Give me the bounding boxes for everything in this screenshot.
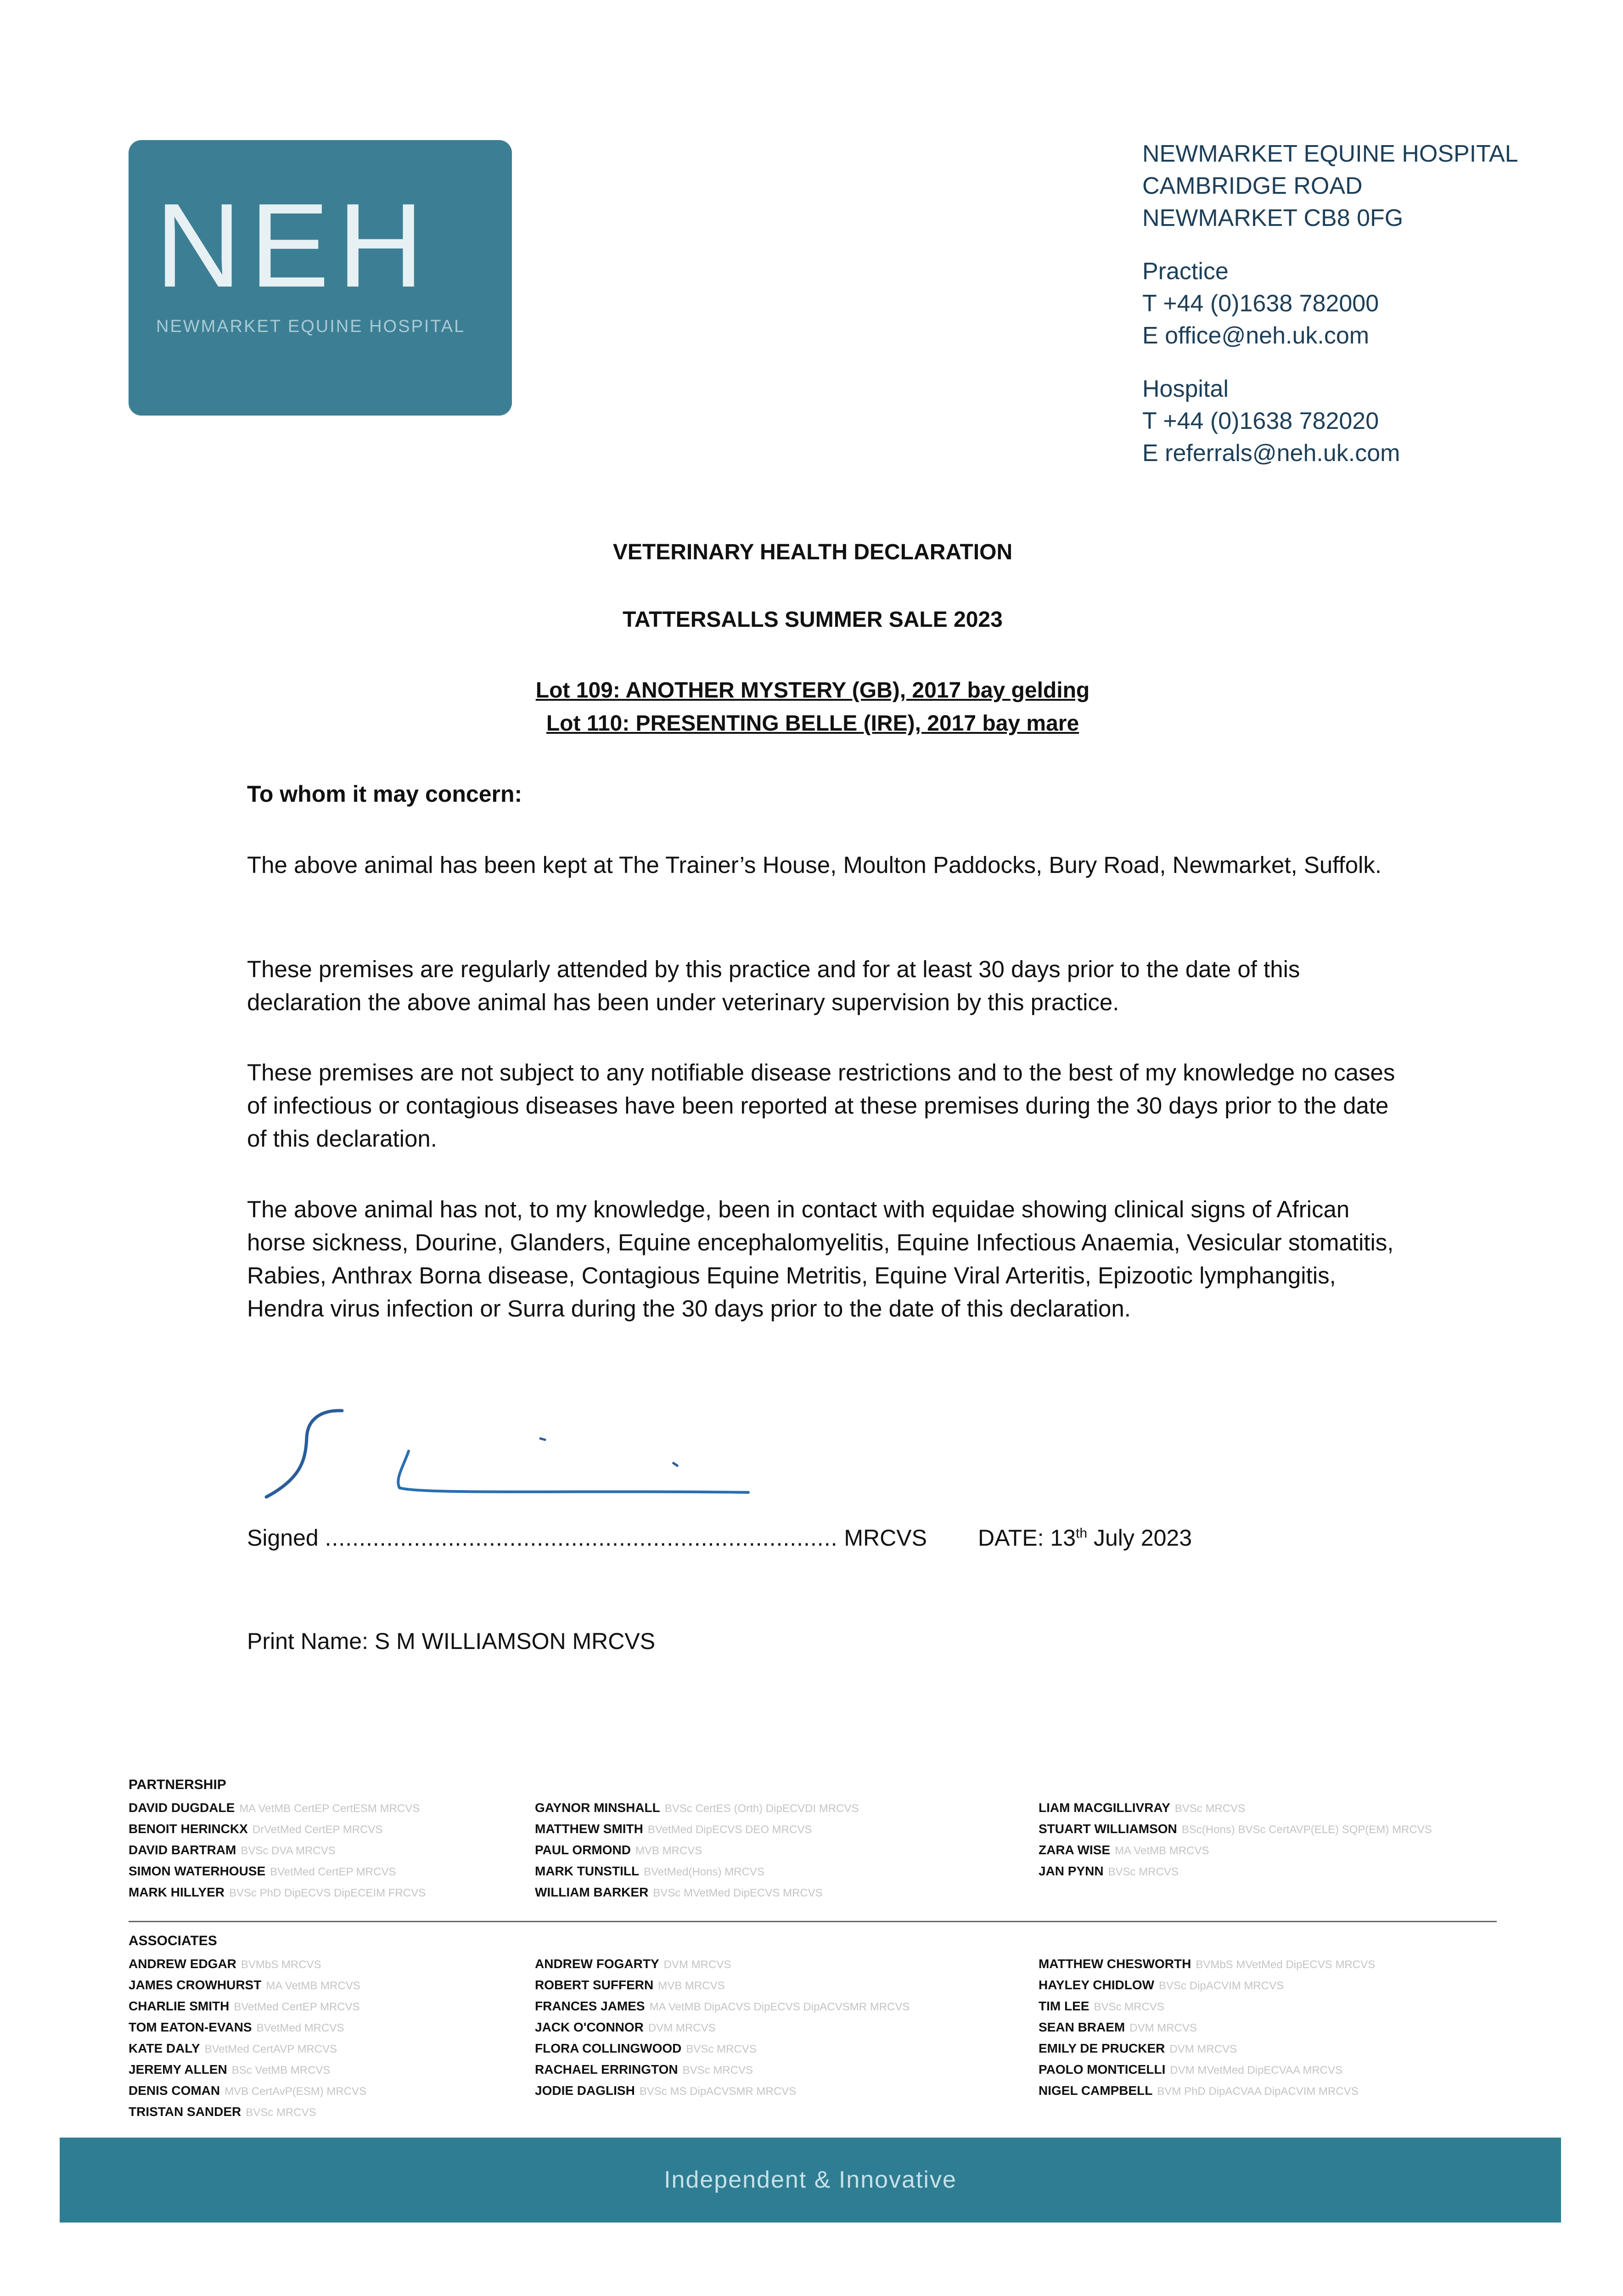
staff-entry <box>1039 1996 1375 2017</box>
lot-line-1: Lot 109: ANOTHER MYSTERY (GB), 2017 bay gelding <box>535 678 1090 703</box>
staff-entry <box>1039 1840 1432 1861</box>
logo-wordmark: NEH <box>155 179 432 312</box>
staff-name: TRISTAN SANDER <box>129 2105 241 2119</box>
document-title: VETERINARY HEALTH DECLARATION <box>612 540 1013 564</box>
staff-name: JAN PYNN <box>1039 1864 1104 1878</box>
staff-name: STUART WILLIAMSON <box>1039 1822 1177 1836</box>
staff-name: LIAM MACGILLIVRAY <box>1039 1801 1170 1815</box>
staff-name: TIM LEE <box>1039 1999 1089 2013</box>
staff-entry <box>535 1819 859 1840</box>
salutation: To whom it may concern: <box>247 781 522 807</box>
staff-name: JODIE DAGLISH <box>535 2083 635 2098</box>
staff-entry <box>535 2081 910 2102</box>
staff-qualifications: BVSc MRCVS <box>1094 2001 1164 2013</box>
staff-name: MATTHEW SMITH <box>535 1822 643 1836</box>
staff-name: CHARLIE SMITH <box>129 1999 230 2013</box>
staff-entry <box>1039 1798 1432 1819</box>
staff-qualifications: BVSc MRCVS <box>1108 1866 1179 1878</box>
divider <box>129 1921 1497 1922</box>
staff-qualifications: DVM MRCVS <box>648 2022 716 2034</box>
neh-logo <box>129 140 512 416</box>
staff-qualifications: BVetMed CertEP MRCVS <box>234 2001 360 2013</box>
staff-qualifications: DVM MRCVS <box>1169 2043 1237 2055</box>
staff-name: WILLIAM BARKER <box>535 1885 649 1899</box>
staff-name: MARK HILLYER <box>129 1885 225 1899</box>
practice-phone: T +44 (0)1638 782000 <box>1142 290 1379 317</box>
staff-qualifications: MVB MRCVS <box>635 1845 702 1857</box>
staff-qualifications: BVetMed CertAVP MRCVS <box>204 2043 337 2055</box>
staff-entry <box>1039 1954 1375 1975</box>
date-label: DATE: 13 <box>978 1525 1076 1551</box>
staff-qualifications: DVM MRCVS <box>663 1958 731 1971</box>
staff-qualifications: BVetMed CertEP MRCVS <box>270 1866 396 1878</box>
signed-label: Signed <box>247 1525 319 1551</box>
staff-name: DAVID BARTRAM <box>129 1843 236 1857</box>
staff-qualifications: BVetMed DipECVS DEO MRCVS <box>647 1823 812 1836</box>
staff-qualifications: BVetMed(Hons) MRCVS <box>644 1866 764 1878</box>
staff-qualifications: BVetMed MRCVS <box>256 2022 344 2034</box>
lot-line-2: Lot 110: PRESENTING BELLE (IRE), 2017 bay mare <box>546 711 1079 736</box>
staff-name: SEAN BRAEM <box>1039 2020 1125 2034</box>
practice-label: Practice <box>1142 258 1229 285</box>
paragraph-supervision: These premises are regularly attended by this practice and for at least 30 days prior to the date of this declaration the above animal has been under veterinary supervision by this practice. <box>247 956 1300 1015</box>
staff-name: HAYLEY CHIDLOW <box>1039 1978 1155 1992</box>
staff-qualifications: MA VetMB DipACVS DipECVS DipACVSMR MRCVS <box>649 2001 910 2013</box>
staff-entry <box>129 2060 366 2081</box>
staff-entry <box>129 2038 366 2060</box>
staff-entry <box>129 2017 366 2038</box>
staff-column <box>1039 1954 1375 2102</box>
staff-qualifications: BVSc MRCVS <box>686 2043 757 2055</box>
staff-qualifications: MA VetMB MRCVS <box>1115 1845 1209 1857</box>
staff-entry <box>1039 1975 1375 1996</box>
handwritten-signature <box>257 1401 790 1515</box>
staff-entry <box>129 1861 426 1882</box>
staff-entry <box>535 1882 859 1903</box>
staff-entry <box>535 1975 910 1996</box>
staff-qualifications: DVM MVetMed DipECVAA MRCVS <box>1170 2064 1343 2077</box>
address-line-3: NEWMARKET CB8 0FG <box>1142 205 1404 231</box>
hospital-email: E referrals@neh.uk.com <box>1142 440 1400 467</box>
staff-qualifications: MVB CertAvP(ESM) MRCVS <box>225 2085 367 2098</box>
print-name: Print Name: S M WILLIAMSON MRCVS <box>247 1628 656 1654</box>
staff-name: ANDREW EDGAR <box>129 1957 236 1971</box>
staff-name: PAOLO MONTICELLI <box>1039 2062 1166 2077</box>
staff-qualifications: BVSc MRCVS <box>1174 1802 1246 1815</box>
staff-column <box>1039 1798 1432 1882</box>
staff-entry <box>535 2017 910 2038</box>
staff-entry <box>129 1819 426 1840</box>
staff-name: PAUL ORMOND <box>535 1843 631 1857</box>
staff-entry <box>1039 2081 1375 2102</box>
paragraph-premises: The above animal has been kept at The Trainer’s House, Moulton Paddocks, Bury Road, Newmarket, Suffolk. <box>247 852 1382 878</box>
paragraph-restrictions: These premises are not subject to any notifiable disease restrictions and to the best of my knowledge no cases of infectious or contagious diseases have been reported at these premises during the 30 days prior to the date of this declaration. <box>247 1059 1395 1152</box>
staff-qualifications: BSc VetMB MRCVS <box>231 2064 331 2077</box>
staff-entry <box>129 1840 426 1861</box>
staff-entry <box>1039 1861 1432 1882</box>
staff-entry <box>1039 1819 1432 1840</box>
staff-column <box>129 1798 426 1903</box>
staff-name: MARK TUNSTILL <box>535 1864 640 1878</box>
address-line-1: NEWMARKET EQUINE HOSPITAL <box>1142 141 1518 167</box>
staff-name: BENOIT HERINCKX <box>129 1822 248 1836</box>
date-rest: July 2023 <box>1087 1525 1192 1551</box>
staff-qualifications: BVSc MS DipACVSMR MRCVS <box>639 2085 797 2098</box>
staff-column <box>129 1954 366 2123</box>
staff-name: JAMES CROWHURST <box>129 1978 262 1992</box>
staff-name: JACK O'CONNOR <box>535 2020 644 2034</box>
staff-name: RACHAEL ERRINGTON <box>535 2062 678 2077</box>
practice-email: E office@neh.uk.com <box>1142 322 1370 349</box>
staff-qualifications: MA VetMB CertEP CertESM MRCVS <box>239 1802 420 1815</box>
staff-qualifications: BVSc PhD DipECVS DipECEIM FRCVS <box>229 1887 426 1899</box>
staff-qualifications: BVSc MVetMed DipECVS MRCVS <box>653 1887 823 1899</box>
staff-qualifications: BVSc DVA MRCVS <box>241 1845 336 1857</box>
staff-qualifications: BVSc DipACVIM MRCVS <box>1159 1980 1284 1992</box>
staff-entry <box>1039 2017 1375 2038</box>
staff-name: JEREMY ALLEN <box>129 2062 227 2077</box>
paragraph-contact: The above animal has not, to my knowledge, been in contact with equidae showing clinical signs of African horse sickness, Dourine, Glanders, Equine encephalomyelitis, Equine Infectious Anaemia, Vesicular stomatitis, Rabies, Anthrax Borna disease, Contagious Equine Metritis, Equine Viral Arteritis, Epizootic lymphangitis, Hendra virus infection or Surra during the 30 days prior to the date of this declaration. <box>247 1196 1394 1322</box>
address-block <box>1142 138 1565 469</box>
staff-entry <box>129 1954 366 1975</box>
staff-entry <box>1039 2038 1375 2060</box>
address-line-2: CAMBRIDGE ROAD <box>1142 173 1363 199</box>
staff-name: ZARA WISE <box>1039 1843 1111 1857</box>
staff-qualifications: DrVetMed CertEP MRCVS <box>252 1823 383 1836</box>
staff-entry <box>129 1975 366 1996</box>
staff-name: FRANCES JAMES <box>535 1999 645 2013</box>
staff-entry <box>1039 2060 1375 2081</box>
staff-entry <box>535 2060 910 2081</box>
staff-qualifications: BVSc CertES (Orth) DipECVDI MRCVS <box>664 1802 859 1815</box>
hospital-phone: T +44 (0)1638 782020 <box>1142 408 1379 434</box>
date-ordinal: th <box>1076 1525 1088 1541</box>
staff-qualifications: DVM MRCVS <box>1129 2022 1197 2034</box>
staff-entry <box>129 1996 366 2017</box>
staff-qualifications: BVSc MRCVS <box>682 2064 753 2077</box>
staff-name: SIMON WATERHOUSE <box>129 1864 266 1878</box>
staff-name: GAYNOR MINSHALL <box>535 1801 660 1815</box>
signed-line <box>247 1525 927 1551</box>
staff-column <box>535 1954 910 2102</box>
staff-name: NIGEL CAMPBELL <box>1039 2083 1153 2098</box>
staff-qualifications: BVM PhD DipACVAA DipACVIM MRCVS <box>1157 2085 1359 2098</box>
staff-entry <box>535 2038 910 2060</box>
footer-banner: Independent & Innovative <box>60 2138 1561 2223</box>
document-subtitle: TATTERSALLS SUMMER SALE 2023 <box>623 608 1003 632</box>
staff-name: DAVID DUGDALE <box>129 1801 235 1815</box>
staff-entry <box>129 1882 426 1903</box>
staff-name: FLORA COLLINGWOOD <box>535 2041 682 2055</box>
staff-name: KATE DALY <box>129 2041 200 2055</box>
staff-qualifications: BVSc MRCVS <box>246 2106 316 2119</box>
staff-name: EMILY DE PRUCKER <box>1039 2041 1165 2055</box>
staff-name: MATTHEW CHESWORTH <box>1039 1957 1191 1971</box>
staff-entry <box>535 1798 859 1819</box>
staff-entry <box>535 1954 910 1975</box>
signature-dots: ........................................................................... <box>325 1525 838 1551</box>
staff-qualifications: BSc(Hons) BVSc CertAVP(ELE) SQP(EM) MRCVS <box>1181 1823 1432 1836</box>
associates-heading: ASSOCIATES <box>129 1933 217 1948</box>
staff-entry <box>129 1798 426 1819</box>
declaration-date <box>978 1525 1192 1551</box>
hospital-label: Hospital <box>1142 376 1229 402</box>
staff-name: ROBERT SUFFERN <box>535 1978 654 1992</box>
staff-entry <box>129 2102 366 2123</box>
logo-subtitle: NEWMARKET EQUINE HOSPITAL <box>156 317 466 336</box>
staff-name: ANDREW FOGARTY <box>535 1957 659 1971</box>
partnership-heading: PARTNERSHIP <box>129 1777 226 1792</box>
signed-suffix: MRCVS <box>844 1525 927 1551</box>
staff-name: DENIS COMAN <box>129 2083 220 2098</box>
staff-qualifications: MVB MRCVS <box>658 1980 725 1992</box>
staff-entry <box>535 1861 859 1882</box>
staff-entry <box>129 2081 366 2102</box>
staff-entry <box>535 1840 859 1861</box>
staff-qualifications: BVMbS MRCVS <box>241 1958 321 1971</box>
staff-column <box>535 1798 859 1903</box>
staff-name: TOM EATON-EVANS <box>129 2020 252 2034</box>
staff-qualifications: MA VetMB MRCVS <box>266 1980 360 1992</box>
staff-entry <box>535 1996 910 2017</box>
staff-qualifications: BVMbS MVetMed DipECVS MRCVS <box>1196 1958 1376 1971</box>
